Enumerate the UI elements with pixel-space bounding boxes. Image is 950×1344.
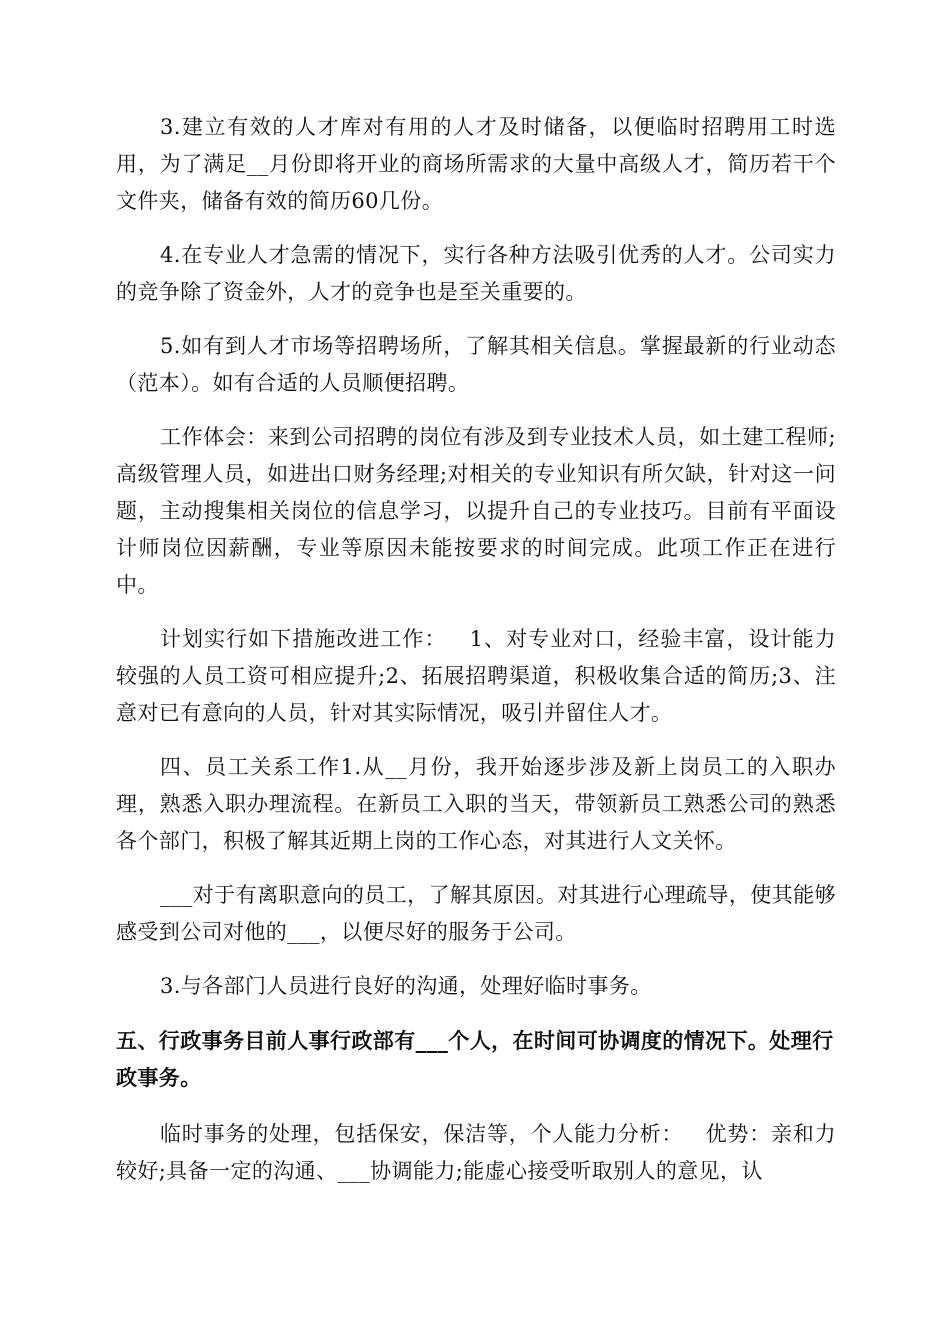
paragraph-communication: 3.与各部门人员进行良好的沟通，处理好临时事务。 [160, 974, 652, 998]
section-heading-admin-affairs: 五、行政事务目前人事行政部有___个人，在时间可协调度的情况下。处理行政事务。 [116, 1028, 834, 1090]
paragraph-employee-relations: 四、员工关系工作1.从__月份，我开始逐步涉及新上岗员工的入职办理，熟悉入职办理流程。在新员工入职的当天，带领新员工熟悉公司的熟悉各个部门，积极了解其近期上岗的工作心态，对其进行人文关怀。 [116, 755, 836, 853]
paragraph-work-experience: 工作体会：来到公司招聘的岗位有涉及到专业技术人员，如土建工程师;高级管理人员，如进出口财务经理;对相关的专业知识有所欠缺，针对这一问题，主动搜集相关岗位的信息学习，以提升自己的专业技巧。目前有平面设计师岗位因薪酬，专业等原因未能按要求的时间完成。此项工作正在进行中。 [116, 425, 836, 597]
paragraph-talent-market: 5.如有到人才市场等招聘场所，了解其相关信息。掌握最新的行业动态（范本）。如有合适的人员顺便招聘。 [116, 334, 836, 395]
paragraph-talent-pool: 3.建立有效的人才库对有用的人才及时储备，以便临时招聘用工时选用，为了满足__月份即将开业的商场所需求的大量中高级人才，简历若干个文件夹，储备有效的简历60几份。 [116, 115, 836, 213]
paragraph-resignation: ___对于有离职意向的员工，了解其原因。对其进行心理疏导，使其能够感受到公司对他的___，以便尽好的服务于公司。 [116, 883, 836, 944]
paragraph-improvement-plan: 计划实行如下措施改进工作： 1、对专业对口，经验丰富，设计能力较强的人员工资可相应提升;2、拓展招聘渠道，积极收集合适的简历;3、注意对已有意向的人员，针对其实际情况，吸引并留住人才。 [116, 627, 836, 725]
document-body [116, 109, 836, 1207]
paragraph-ability-analysis: 临时事务的处理，包括保安，保洁等，个人能力分析： 优势：亲和力较好;具备一定的沟通、___协调能力;能虚心接受听取别人的意见，认 [116, 1122, 836, 1183]
paragraph-attract-talent: 4.在专业人才急需的情况下，实行各种方法吸引优秀的人才。公司实力的竞争除了资金外，人才的竞争也是至关重要的。 [116, 243, 836, 304]
